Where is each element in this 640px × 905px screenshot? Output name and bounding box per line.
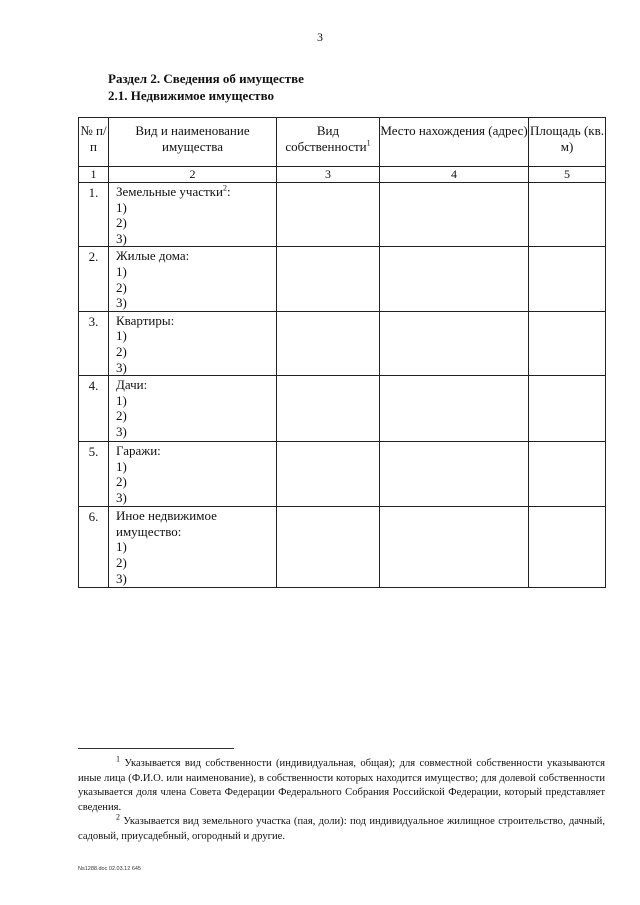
category-label: Дачи: xyxy=(116,377,148,393)
header-property-type: Вид и наименование имущества xyxy=(109,118,277,167)
column-number: 2 xyxy=(109,167,277,183)
area-cell xyxy=(529,311,606,375)
location-cell xyxy=(380,311,529,375)
subsection-title: 2.1. Недвижимое имущество xyxy=(108,88,275,103)
category-suffix: : xyxy=(226,184,231,199)
subitem-label: 2) xyxy=(116,279,127,295)
document-stamp: Ns1288.doc 02.03.12 645 xyxy=(78,866,141,872)
table-row xyxy=(79,507,606,588)
footnote-marker: 1 xyxy=(116,754,120,764)
row-category xyxy=(109,442,277,507)
page-number: 3 xyxy=(317,30,323,44)
table-row xyxy=(79,376,606,442)
table-body xyxy=(79,183,606,588)
footnote-text: Указывается вид земельного участка (пая, доли): под индивидуальное жилищное строительство, дачный, садовый, приусадебный, огородный и другие. xyxy=(78,816,605,842)
section-title: Раздел 2. Сведения об имуществе xyxy=(108,71,304,86)
row-index: 6. xyxy=(79,507,109,588)
row-index: 5. xyxy=(79,442,109,507)
ownership-cell xyxy=(277,311,380,375)
location-cell xyxy=(380,247,529,311)
row-index: 4. xyxy=(79,376,109,442)
header-ownership-text: Вид собственности xyxy=(285,123,367,154)
subitem-label: 1) xyxy=(116,199,127,215)
category-label: Квартиры: xyxy=(116,312,175,328)
area-cell xyxy=(529,183,606,247)
subitem-label: 1) xyxy=(116,392,127,408)
category-label: Иное недвижимое имущество: xyxy=(116,508,217,539)
footnote-marker: 2 xyxy=(116,812,120,822)
header-location: Место нахождения (адрес) xyxy=(380,118,529,167)
header-number: № п/п xyxy=(79,118,109,167)
area-cell xyxy=(529,247,606,311)
subitem-label: 1) xyxy=(116,263,127,279)
ownership-cell xyxy=(277,507,380,588)
subitem-label: 2) xyxy=(116,343,127,359)
footnote-2 xyxy=(78,812,605,844)
row-category xyxy=(109,311,277,375)
table-row xyxy=(79,311,606,375)
column-number: 5 xyxy=(529,167,606,183)
row-index: 3. xyxy=(79,311,109,375)
column-number: 3 xyxy=(277,167,380,183)
row-index: 2. xyxy=(79,247,109,311)
column-number: 4 xyxy=(380,167,529,183)
location-cell xyxy=(380,442,529,507)
subitem-label: 3) xyxy=(116,230,127,246)
subitem-label: 3) xyxy=(116,423,127,439)
row-category xyxy=(109,247,277,311)
row-category xyxy=(109,376,277,442)
area-cell xyxy=(529,442,606,507)
footnote-ref-2: 2 xyxy=(222,183,227,193)
category-label: Земельные участки xyxy=(116,184,223,199)
ownership-cell xyxy=(277,376,380,442)
column-numbers-row xyxy=(79,167,606,183)
subitem-label: 1) xyxy=(116,328,127,344)
table-row xyxy=(79,183,606,247)
subitem-label: 3) xyxy=(116,489,127,505)
location-cell xyxy=(380,376,529,442)
ownership-cell xyxy=(277,442,380,507)
subitem-label: 2) xyxy=(116,474,127,490)
row-category xyxy=(109,183,277,247)
category-label: Гаражи: xyxy=(116,443,161,459)
ownership-cell xyxy=(277,247,380,311)
location-cell xyxy=(380,507,529,588)
footnote-text: Указывается вид собственности (индивидуальная, общая); для совместной собственности указываются иные лица (Ф.И.О. или наименование), в собственности которых находится имущество; для долевой собственности указывается доля члена Совета Федерации Федерального Собрания Российской Федерации, который представляет сведения. xyxy=(78,758,605,813)
property-table xyxy=(78,117,606,588)
subitem-label: 3) xyxy=(116,295,127,311)
table-row xyxy=(79,442,606,507)
header-area: Площадь (кв. м) xyxy=(529,118,606,167)
footnote-ref-1: 1 xyxy=(366,138,371,148)
category-label: Жилые дома: xyxy=(116,248,190,264)
header-ownership-type xyxy=(277,118,380,167)
header-row xyxy=(79,118,606,167)
subitem-label: 2) xyxy=(116,215,127,231)
row-category xyxy=(109,507,277,588)
location-cell xyxy=(380,183,529,247)
subitem-label: 1) xyxy=(116,458,127,474)
subitem-label: 3) xyxy=(116,359,127,375)
subitem-label: 2) xyxy=(116,408,127,424)
subitem-label: 3) xyxy=(116,570,127,586)
subitem-label: 2) xyxy=(116,554,127,570)
subitem-label: 1) xyxy=(116,539,127,555)
column-number: 1 xyxy=(79,167,109,183)
row-index: 1. xyxy=(79,183,109,247)
footnote-1 xyxy=(78,754,605,815)
table-row xyxy=(79,247,606,311)
area-cell xyxy=(529,376,606,442)
ownership-cell xyxy=(277,183,380,247)
area-cell xyxy=(529,507,606,588)
footnote-divider xyxy=(78,748,234,749)
